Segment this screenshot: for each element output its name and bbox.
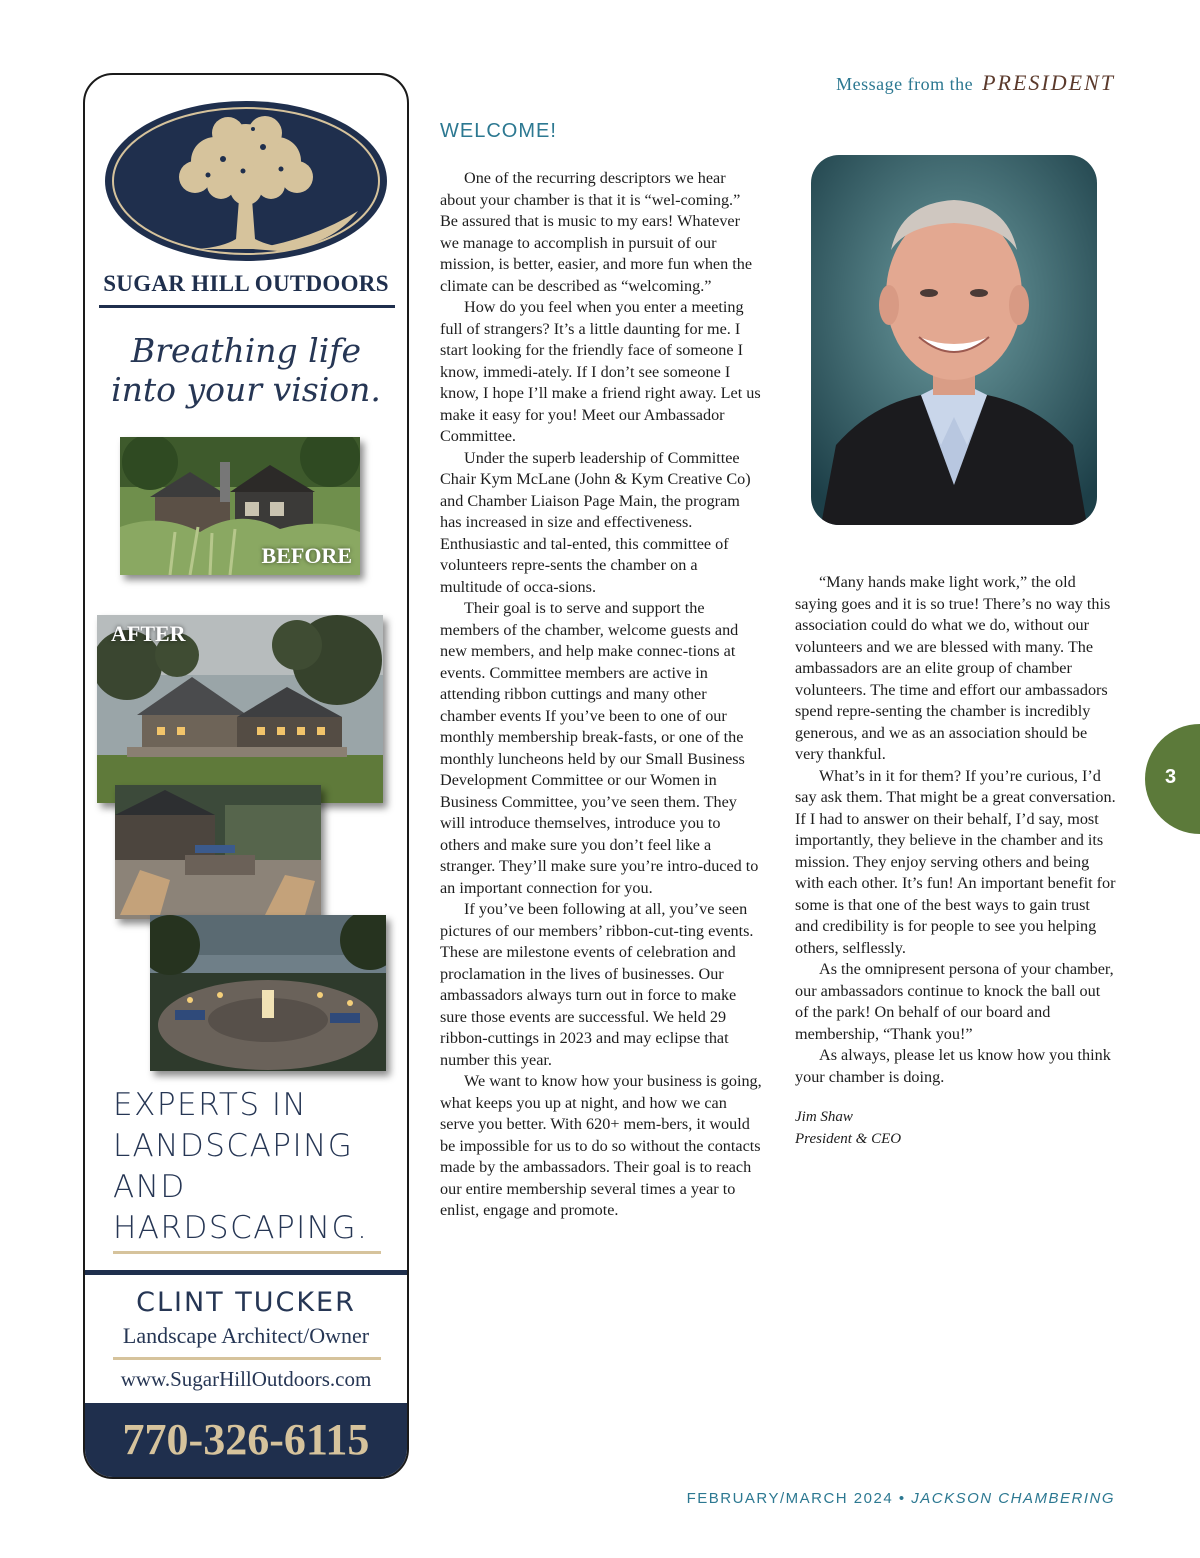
- gold-divider: [113, 1357, 381, 1360]
- article-paragraph: As the omnipresent persona of your chamber, our ambassadors continue to knock the ball out of the park! On behalf of our board and membership, “Thank you!”: [795, 960, 1114, 1043]
- article-column-2: [795, 572, 1117, 1150]
- ad-experts-text: [113, 1085, 403, 1249]
- header-emphasis: PRESIDENT: [982, 70, 1115, 95]
- experts-line-2: LANDSCAPING: [113, 1128, 354, 1164]
- article-paragraph: What’s in it for them? If you’re curious, I’d say ask them. That might be a great conversation. If I had to answer on their behalf, I’d say, most importantly, they believe in the chamber and its mission. They enjoy serving others and being with each other. It’s fun! An important benefit for some is that one of the best ways to gain trust and credibility is for people to see you helping others, selflessly.: [795, 766, 1116, 957]
- page-header: [836, 70, 1115, 96]
- firepit-photo: [150, 915, 386, 1071]
- experts-line-4: HARDSCAPING.: [113, 1210, 369, 1246]
- page-number: 3: [1165, 766, 1177, 788]
- signature-name: Jim Shaw: [795, 1109, 853, 1125]
- page-number-tab: [1145, 724, 1200, 834]
- experts-line-3: AND: [113, 1169, 186, 1205]
- article-title: WELCOME!: [440, 120, 557, 142]
- footer-separator: •: [898, 1490, 906, 1507]
- article-paragraph: Their goal is to serve and support the members of the chamber, welcome guests and new members, and help make connec-tions at events. Committee members are active in attending ribbon cuttings and many other chamber events If you’ve been to one of our monthly membership break-fasts, or one of the monthly luncheons held by our Small Business Development Committee or our Women in Business Committee, you’ve seen them. They will introduce themselves, introduce you to others and make sure you don’t feel like a stranger. They’ll make sure you’re intro-duced to an important connection for you.: [440, 599, 759, 897]
- ad-brand-name: SUGAR HILL OUTDOORS: [103, 271, 389, 296]
- before-photo: [120, 437, 360, 575]
- article-paragraph: As always, please let us know how you think your chamber is doing.: [795, 1046, 1111, 1086]
- tagline-line-1: Breathing life: [130, 331, 362, 370]
- article-column-1: [440, 168, 762, 1222]
- article-paragraph: Under the superb leadership of Committee Chair Kym McLane (John & Kym Creative Co) and Chamber Liaison Page Main, the program has increased in size and effectiveness. Enthusiastic and tal-ented, this committee of volunteers repre-sents the chamber on a multitude of occa-sions.: [440, 448, 751, 596]
- article-paragraph: One of the recurring descriptors we hear about your chamber is that it is “wel-coming.” Be assured that is music to my ears! Whatever we manage to accomplish in pursuit of our mission, is better, easier, and more fun when the climate can be described as “welcoming.”: [440, 169, 753, 295]
- sugar-hill-outdoors-ad[interactable]: [83, 73, 409, 1479]
- after-label: AFTER: [111, 621, 186, 646]
- ad-owner-role: Landscape Architect/Owner: [122, 1323, 370, 1348]
- oak-tree-logo-icon: [103, 99, 389, 269]
- ad-owner-name: CLINT TUCKER: [136, 1287, 356, 1318]
- ad-website-link[interactable]: www.SugarHillOutdoors.com: [120, 1367, 372, 1391]
- after-photo: [97, 615, 383, 803]
- navy-divider: [85, 1270, 407, 1275]
- article-paragraph: We want to know how your business is going, what keeps you up at night, and how we can serve you better. With 620+ mem-bers, it would be impossible for us to do so without the contacts made by the ambassadors. Their goal is to reach our entire membership several times a year to enlist, engage and promote.: [440, 1072, 762, 1219]
- ad-tagline: [85, 331, 407, 409]
- header-prefix: Message from the: [836, 74, 974, 94]
- footer-issue: FEBRUARY/MARCH 2024: [686, 1490, 894, 1507]
- signature: [795, 1107, 1117, 1150]
- brand-underline: [99, 305, 395, 308]
- article-paragraph: How do you feel when you enter a meeting full of strangers? It’s a little daunting for me. I start looking for the friendly face of someone I know, immedi-ately. If I don’t see someone I know, I hope I’ll make a friend right away. Let us make it easy for you! Meet our Ambassador Committee.: [440, 298, 761, 445]
- before-label: BEFORE: [261, 543, 352, 568]
- signature-title: President & CEO: [795, 1130, 902, 1147]
- patio-photo: [115, 785, 321, 919]
- footer-magazine: JACKSON CHAMBERING: [911, 1490, 1115, 1507]
- tagline-line-2: into your vision.: [111, 370, 381, 409]
- gold-divider: [113, 1251, 381, 1254]
- ad-phone-number[interactable]: 770-326-6115: [85, 1403, 407, 1477]
- article-paragraph: If you’ve been following at all, you’ve seen pictures of our members’ ribbon-cut-ting events. These are milestone events of celebration and proclamation in the lives of businesses. Our ambassadors always turn out in force to make sure those events are successful. We held 29 ribbon-cuttings in 2023 and may eclipse that number this year.: [440, 900, 754, 1069]
- president-portrait: [811, 155, 1097, 525]
- article-paragraph: “Many hands make light work,” the old saying goes and it is so true! There’s no way this association could do what we do, without our volunteers and we are blessed with many. The ambassadors are an elite group of chamber volunteers. The time and effort our ambassadors spend repre-senting the chamber is incredibly generous, and we as an association should be very thankful.: [795, 573, 1111, 763]
- page-footer: [687, 1490, 1115, 1507]
- experts-line-1: EXPERTS IN: [113, 1087, 308, 1123]
